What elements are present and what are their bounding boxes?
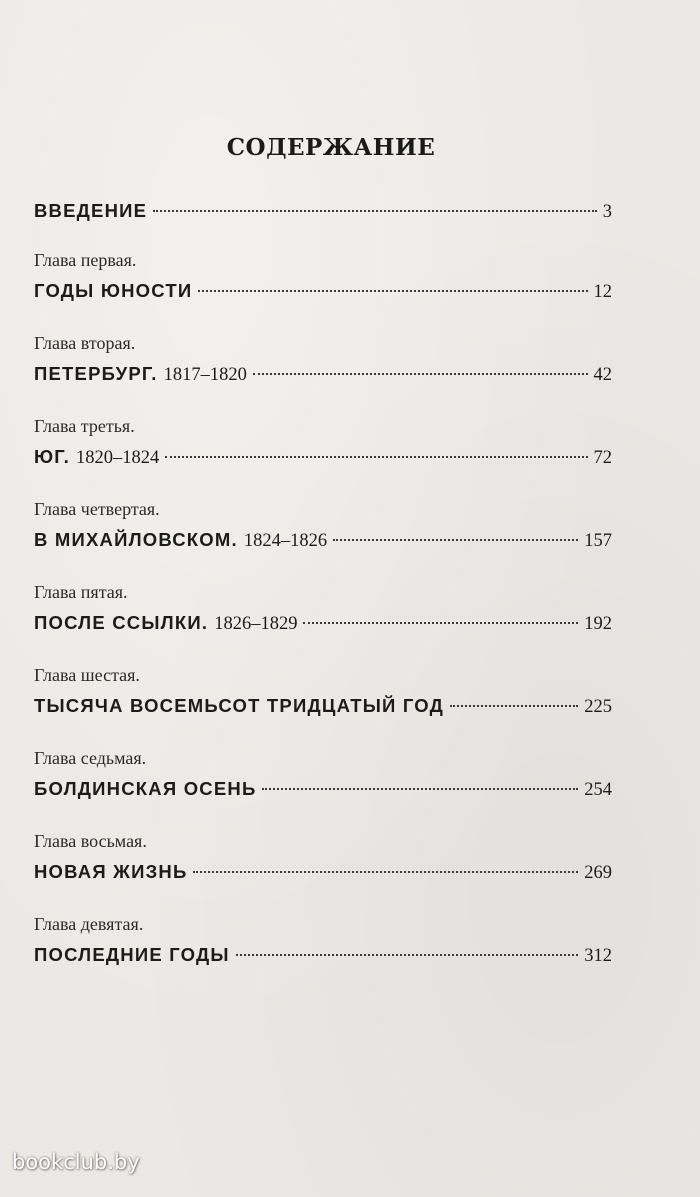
dot-leader xyxy=(236,954,579,956)
chapter-label: Глава девятая. xyxy=(34,914,144,934)
toc-line xyxy=(34,774,612,804)
entry-title: ПОСЛЕ ССЫЛКИ. xyxy=(34,612,209,633)
page-number: 254 xyxy=(584,780,612,800)
site-watermark: bookclub.by xyxy=(12,1150,140,1174)
toc-line xyxy=(34,276,612,306)
toc-line xyxy=(34,442,612,472)
page-number: 72 xyxy=(593,448,612,468)
chapter-label: Глава четвертая. xyxy=(34,499,160,519)
entry-years: 1826–1829 xyxy=(214,614,298,634)
page-number: 42 xyxy=(593,365,612,385)
entry-title: НОВАЯ ЖИЗНЬ xyxy=(34,861,188,882)
toc-entry-chapter-1 xyxy=(34,248,612,306)
toc-line xyxy=(34,940,612,970)
page-number: 157 xyxy=(584,531,612,551)
entry-title: В МИХАЙЛОВСКОМ. xyxy=(34,529,238,550)
dot-leader xyxy=(262,788,578,790)
toc-line xyxy=(34,857,612,887)
toc-entry-chapter-5 xyxy=(34,580,612,638)
page-number: 192 xyxy=(584,614,612,634)
dot-leader xyxy=(165,456,587,458)
toc-entry-chapter-8 xyxy=(34,829,612,887)
dot-leader xyxy=(253,373,588,375)
toc-entry-chapter-9 xyxy=(34,912,612,970)
toc-entry-chapter-3 xyxy=(34,414,612,472)
toc-line xyxy=(34,525,612,555)
chapter-label: Глава третья. xyxy=(34,416,135,436)
toc-entry-introduction xyxy=(34,196,612,226)
entry-years: 1820–1824 xyxy=(76,448,160,468)
toc-entry-chapter-6 xyxy=(34,663,612,721)
dot-leader xyxy=(153,210,597,212)
chapter-label: Глава вторая. xyxy=(34,333,136,353)
entry-title: ПЕТЕРБУРГ. xyxy=(34,363,158,384)
entry-title: ТЫСЯЧА ВОСЕМЬСОТ ТРИДЦАТЫЙ ГОД xyxy=(34,695,445,716)
dot-leader xyxy=(198,290,587,292)
toc-line xyxy=(34,196,612,226)
entry-title: ГОДЫ ЮНОСТИ xyxy=(34,280,193,301)
page-number: 3 xyxy=(602,202,612,222)
page-title: СОДЕРЖАНИЕ xyxy=(226,134,436,161)
toc-line xyxy=(34,359,612,389)
entry-title: ЮГ. xyxy=(34,446,70,467)
entry-title: БОЛДИНСКАЯ ОСЕНЬ xyxy=(34,778,257,799)
dot-leader xyxy=(450,705,578,707)
toc-entry-chapter-4 xyxy=(34,497,612,555)
toc-entry-chapter-7 xyxy=(34,746,612,804)
toc-line xyxy=(34,608,612,638)
page-number: 269 xyxy=(584,863,612,883)
dot-leader xyxy=(333,539,578,541)
chapter-label: Глава восьмая. xyxy=(34,831,147,851)
page-number: 12 xyxy=(593,282,612,302)
entry-years: 1824–1826 xyxy=(243,531,328,551)
page-number: 312 xyxy=(584,946,612,966)
dot-leader xyxy=(193,871,578,873)
chapter-label: Глава шестая. xyxy=(34,665,140,685)
dot-leader xyxy=(303,622,578,624)
entry-years: 1817–1820 xyxy=(163,365,247,385)
chapter-label: Глава седьмая. xyxy=(34,748,147,768)
entry-title: ВВЕДЕНИЕ xyxy=(34,200,148,221)
page-number: 225 xyxy=(584,697,612,717)
entry-title: ПОСЛЕДНИЕ ГОДЫ xyxy=(34,944,230,965)
toc-line xyxy=(34,691,612,721)
toc-entry-chapter-2 xyxy=(34,331,612,389)
chapter-label: Глава пятая. xyxy=(34,582,128,602)
chapter-label: Глава первая. xyxy=(34,250,137,270)
